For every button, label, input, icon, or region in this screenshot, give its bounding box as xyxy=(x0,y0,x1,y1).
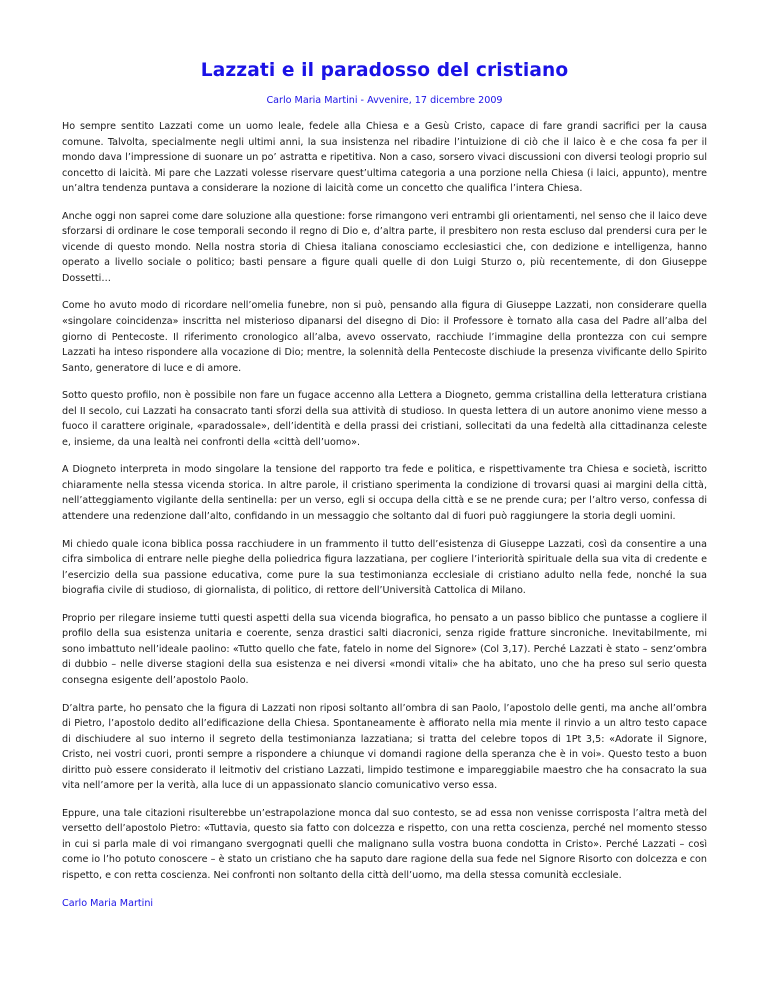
paragraph-6: Mi chiedo quale icona biblica possa racchiudere in un frammento il tutto dell’esistenza di Giuseppe Lazzati, così da consentire a una cifra simbolica di entrare nelle pieghe della poliedrica figura lazzatiana, per cogliere l’interiorità spirituale della sua vita di credente e l’esercizio della sua passione educativa, come pure la sua testimonianza ecclesiale di cristiano adulto nella fede, nonché la sua biografia civile di studioso, di giornalista, di politico, di rettore dell’Università Cattolica di Milano. xyxy=(62,538,707,597)
article-title: Lazzati e il paradosso del cristiano xyxy=(200,60,569,81)
paragraph-1: Ho sempre sentito Lazzati come un uomo leale, fedele alla Chiesa e a Gesù Cristo, capace di fare grandi sacrifici per la causa comune. Talvolta, specialmente negli ultimi anni, la sua insistenza nel ribadire l’intuizione di ciò che il laico è e che cosa fa per il mondo dava l’impressione di suonare un po’ astratta e ripetitiva. Non a caso, sorsero vivaci discussioni con diversi teologi proprio sul concetto di laicità. Mi pare che Lazzati volesse riservare quest’ultima categoria a una porzione nella Chiesa (i laici, appunto), mentre un’altra tendenza puntava a considerare la nozione di laicità come un concetto che qualifica l’intera Chiesa. xyxy=(62,121,707,195)
paragraph-7: Proprio per rilegare insieme tutti questi aspetti della sua vicenda biografica, ho pensato a un passo biblico che puntasse a cogliere il profilo della sua esistenza unitaria e coerente, senza drastici salti diacronici, senza rigide fratture sincroniche. Inevitabilmente, mi sono imbattuto nell’ideale paolino: «Tutto quello che fate, fatelo in nome del Signore» (Col 3,17). Perché Lazzati è stato – senz’ombra di dubbio – nelle diverse stagioni della sua esistenza e nei diversi «mondi vitali» che ha abitato, uno che ha preso sul serio questa consegna esigente dell’apostolo Paolo. xyxy=(62,612,707,686)
paragraph-4: Sotto questo profilo, non è possibile non fare un fugace accenno alla Lettera a Diogneto, gemma cristallina della letteratura cristiana del II secolo, cui Lazzati ha consacrato tanti sforzi della sua attività di studioso. In questa lettera di un autore anonimo viene messo a fuoco il carattere originale, «paradossale», dell’identità e della prassi dei cristiani, sollecitati da una fedeltà alla cittadinanza celeste e, insieme, da una lealtà nei confronti della «città dell’uomo». xyxy=(62,390,707,448)
paragraph-3: Come ho avuto modo di ricordare nell’omelia funebre, non si può, pensando alla figura di Giuseppe Lazzati, non considerare quella «singolare coincidenza» inscritta nel misterioso dipanarsi del disegno di Dio: il Professore è tornato alla casa del Padre all’alba del giorno di Pentecoste. Il riferimento cronologico all’alba, avevo osservato, racchiude l’immagine della prontezza con cui sempre Lazzati ha inteso rispondere alla vocazione di Dio; mentre, la solennità della Pentecoste dischiude la presenza vivificante dello Spirito Santo, generatore di luce e di amore. xyxy=(62,300,707,374)
paragraph-8: D’altra parte, ho pensato che la figura di Lazzati non riposi soltanto all’ombra di san Paolo, l’apostolo delle genti, ma anche all’ombra di Pietro, l’apostolo dedito all’edificazione della Chiesa. Spontaneamente è affiorato nella mia mente il rinvio a un altro testo capace di dischiudere al suo interno il segreto della testimonianza lazzatiana; si tratta del celebre topos di 1Pt 3,5: «Adorate il Signore, Cristo, nei vostri cuori, pronti sempre a rispondere a chiunque vi domandi ragione della speranza che è in voi». Questo testo a buon diritto può essere considerato il leitmotiv del cristiano Lazzati, limpido testimone e impareggiabile maestro che ha consacrato la sua vita nell’amore per la verità, alla luce di un appassionato slancio comunicativo verso essa. xyxy=(62,702,707,792)
paragraph-5: A Diogneto interpreta in modo singolare la tensione del rapporto tra fede e politica, e rispettivamente tra Chiesa e società, iscritto chiaramente nella stessa vicenda storica. In altre parole, il cristiano sperimenta la condizione di trovarsi quasi ai margini della città, nell’atteggiamento vigilante della sentinella: per un verso, egli si occupa della città e se ne prende cura; per l’altro verso, confessa di attendere una redenzione dall’alto, confidando in un messaggio che soltanto dal di fuori può raggiungere la storia degli uomini. xyxy=(62,464,707,523)
paragraph-9: Eppure, una tale citazioni risulterebbe un’estrapolazione monca dal suo contesto, se ad essa non venisse corrisposta l’altra metà del versetto dell’apostolo Pietro: «Tuttavia, questo sia fatto con dolcezza e rispetto, con una retta coscienza, perché nel momento stesso in cui si parla male di voi rimangano svergognati quelli che malignano sulla vostra buona condotta in Cristo». Perché Lazzati – così come io l’ho potuto conoscere – è stato un cristiano che ha saputo dare ragione della sua fede nel Signore Risorto con dolcezza e con rispetto, e con retta coscienza. Nei confronti non soltanto della città dell’uomo, ma della stessa comunità ecclesiale. xyxy=(62,807,707,881)
author-signature: Carlo Maria Martini xyxy=(62,897,154,909)
paragraph-2: Anche oggi non saprei come dare soluzione alla questione: forse rimangono veri entrambi gli orientamenti, nel senso che il laico deve sforzarsi di ordinare le cose temporali secondo il regno di Dio e, d’altra parte, il presbitero non resta escluso dal prendersi cura per le vicende di questo mondo. Nella nostra storia di Chiesa italiana conosciamo ecclesiastici che, con dedizione e intelligenza, hanno operato a livello sociale o politico; basti pensare a figure quali quelle di don Luigi Sturzo o, più recentemente, di don Giuseppe Dossetti… xyxy=(62,210,707,284)
article-body xyxy=(62,119,707,911)
article xyxy=(62,58,707,911)
article-byline: Carlo Maria Martini - Avvenire, 17 dicembre 2009 xyxy=(266,95,503,106)
